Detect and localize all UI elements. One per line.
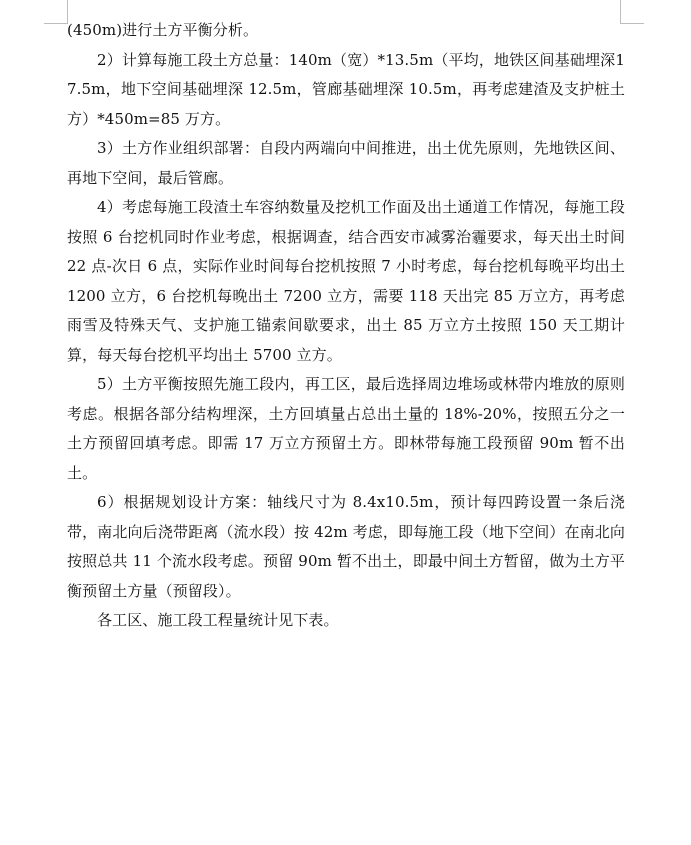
paragraph-continuation: (450m)进行土方平衡分析。 [67,21,259,39]
document-body [67,16,625,636]
paragraph-table-reference: 各工区、施工段工程量统计见下表。 [97,611,339,629]
crop-mark-left [44,0,68,24]
paragraph-item-6: 6）根据规划设计方案：轴线尺寸为 8.4x10.5m，预计每四跨设置一条后浇带，南北向后浇带距离（流水段）按 42m 考虑，即每施工段（地下空间）在南北向按照总共 11 个流水段考虑。预留 90m 暂不出土，即最中间土方暂留，做为土方平衡预留土方量（预留段）。 [67,493,625,600]
paragraph-item-5: 5）土方平衡按照先施工段内，再工区，最后选择周边堆场或林带内堆放的原则考虑。根据各部分结构埋深，土方回填量占总出土量的 18%-20%，按照五分之一土方预留回填考虑。即需 17 万立方预留土方。即林带每施工段预留 90m 暂不出土。 [67,375,625,482]
paragraph-item-4: 4）考虑每施工段渣土车容纳数量及挖机工作面及出土通道工作情况，每施工段按照 6 台挖机同时作业考虑，根据调查，结合西安市减雾治霾要求，每天出土时间 22 点-次日 6 点，实际作业时间每台挖机按照 7 小时考虑，每台挖机每晚平均出土 1200 立方，6 台挖机每晚出土 7200 立方，需要 118 天出完 85 万立方，再考虑雨雪及特殊天气、支护施工锚索间歇要求，出土 85 万立方土按照 150 天工期计算，每天每台挖机平均出土 5700 立方。 [67,198,625,364]
paragraph-item-2: 2）计算每施工段土方总量：140m（宽）*13.5m（平均，地铁区间基础埋深17.5m，地下空间基础埋深 12.5m，管廊基础埋深 10.5m，再考虑建渣及支护桩土方）*450m=85 万方。 [67,50,625,128]
paragraph-item-3: 3）土方作业组织部署：自段内两端向中间推进，出土优先原则，先地铁区间、再地下空间，最后管廊。 [67,139,625,187]
